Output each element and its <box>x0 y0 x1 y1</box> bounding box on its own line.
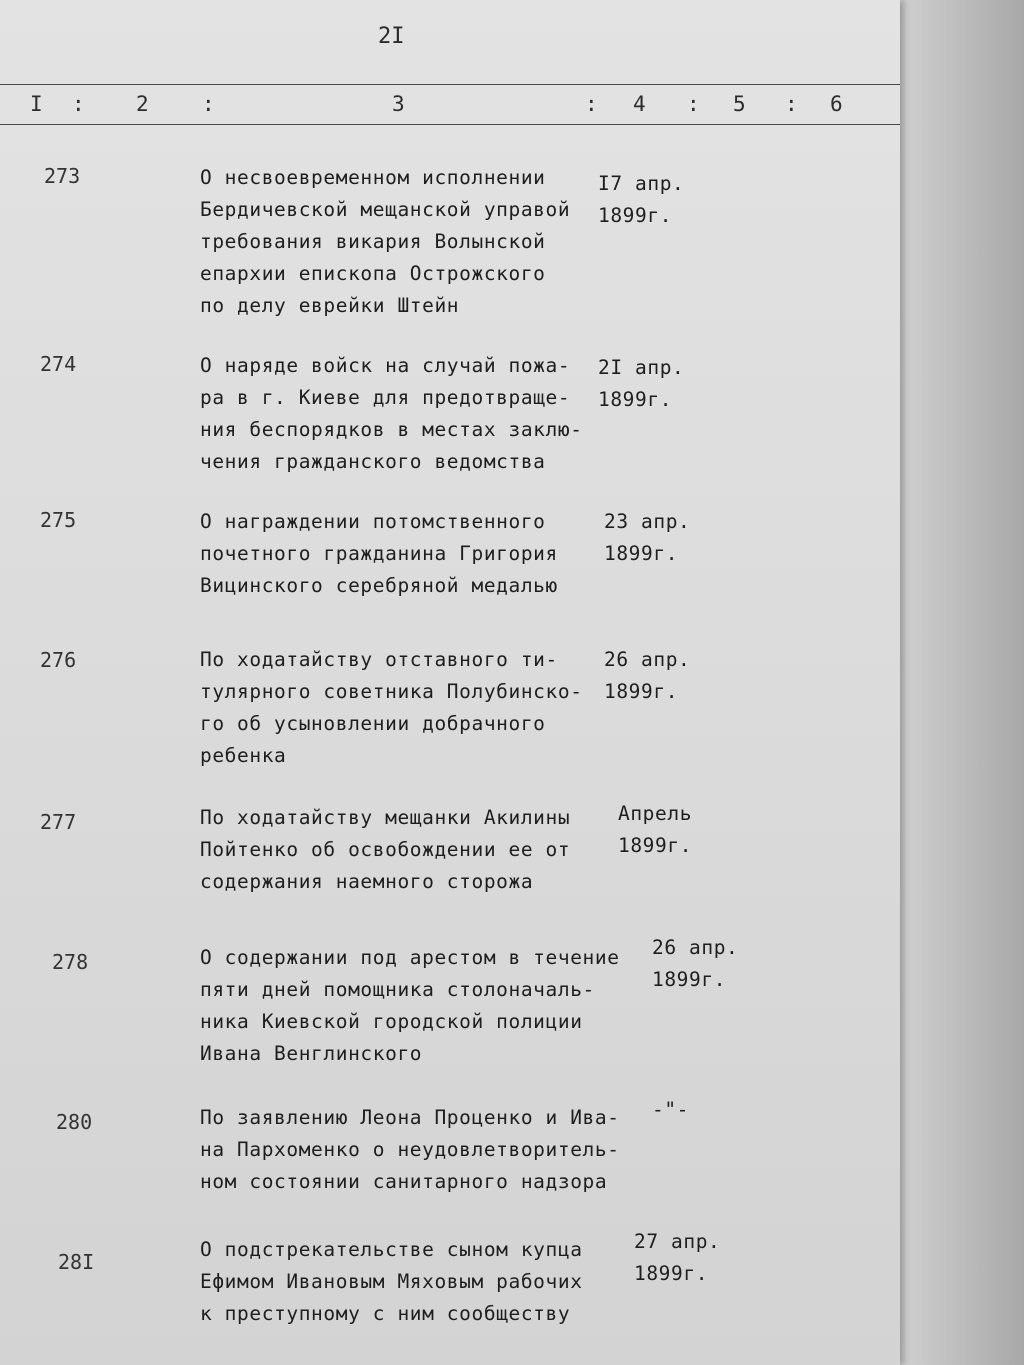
entry-title-line: чения гражданского ведомства <box>200 450 546 473</box>
entry-title <box>200 350 600 478</box>
entry-title <box>200 1102 620 1198</box>
entry-title-line: ном состоянии санитарного надзора <box>200 1170 608 1193</box>
entry-date <box>604 644 690 708</box>
entry-title-line: на Пархоменко о неудовлетворитель- <box>200 1138 620 1161</box>
entry-date <box>652 932 738 996</box>
entry-title-line: тулярного советника Полубинско- <box>200 680 583 703</box>
entry-title-line: содержания наемного сторожа <box>200 870 534 893</box>
entry-number: 273 <box>44 164 81 188</box>
page-number: 2I <box>378 24 405 49</box>
entry-number: 28I <box>58 1250 95 1274</box>
entry-title-line: О награждении потомственного <box>200 510 546 533</box>
column-header-5: 5 <box>733 92 746 116</box>
entry-title-line: По заявлению Леона Проценко и Ива- <box>200 1106 620 1129</box>
entry-date <box>598 168 684 232</box>
entry-date-line: 1899г. <box>652 968 727 991</box>
entry-title-line: Вицинского серебряной медалью <box>200 574 558 597</box>
entry-date-line: 1899г. <box>604 542 679 565</box>
entry-number: 277 <box>40 810 77 834</box>
entry-number: 280 <box>56 1110 93 1134</box>
entry-title-line: Ивана Венглинского <box>200 1042 423 1065</box>
column-header-3: 3 <box>392 92 405 116</box>
entry-date-line: 23 апр. <box>604 510 691 533</box>
entry-title <box>200 802 600 898</box>
entry-title-line: к преступному с ним сообществу <box>200 1302 571 1325</box>
entry-date <box>652 1094 689 1126</box>
entry-title <box>200 1234 600 1330</box>
entry-number: 274 <box>40 352 77 376</box>
entry-date-line: 1899г. <box>598 388 673 411</box>
entry-date <box>618 798 692 862</box>
column-header-4: 4 <box>633 92 646 116</box>
entry-date-line: 1899г. <box>598 204 673 227</box>
entry-date-line: 26 апр. <box>652 936 739 959</box>
entry-title-line: О подстрекательстве сыном купца <box>200 1238 583 1261</box>
entry-date-line: 27 апр. <box>634 1230 721 1253</box>
entry-title-line: О содержании под арестом в течение <box>200 946 620 969</box>
entry-title-line: ра в г. Киеве для предотвраще- <box>200 386 571 409</box>
entry-number: 278 <box>52 950 89 974</box>
column-separator: : <box>72 92 85 116</box>
entry-title-line: По ходатайству отставного ти- <box>200 648 558 671</box>
header-rule-bottom <box>0 124 900 125</box>
entry-date-line: 1899г. <box>618 834 693 857</box>
entry-title-line: ника Киевской городской полиции <box>200 1010 583 1033</box>
entry-title-line: ребенка <box>200 744 287 767</box>
entry-title-line: по делу еврейки Штейн <box>200 294 460 317</box>
entry-title <box>200 644 600 772</box>
entry-number: 276 <box>40 648 77 672</box>
header-rule-top <box>0 84 900 85</box>
entry-date-line: 26 апр. <box>604 648 691 671</box>
column-header-1: I <box>30 92 43 116</box>
column-separator: : <box>687 92 700 116</box>
underlying-page-edge <box>880 0 1024 1365</box>
entry-title-line: Пойтенко об освобождении ее от <box>200 838 571 861</box>
entry-date-line: 1899г. <box>604 680 679 703</box>
entry-date-line: 2I апр. <box>598 356 685 379</box>
column-header-2: 2 <box>136 92 149 116</box>
entry-title-line: ния беспорядков в местах заклю- <box>200 418 583 441</box>
entry-title <box>200 162 600 322</box>
entry-date <box>598 352 684 416</box>
entry-date-line: 1899г. <box>634 1262 709 1285</box>
entry-title <box>200 506 600 602</box>
entry-date-line: I7 апр. <box>598 172 685 195</box>
entry-date <box>604 506 690 570</box>
entry-title <box>200 942 620 1070</box>
entry-title-line: О несвоевременном исполнении <box>200 166 546 189</box>
column-separator: : <box>202 92 215 116</box>
entry-title-line: Ефимом Ивановым Мяховым рабочих <box>200 1270 583 1293</box>
entry-date-line: -"- <box>652 1098 690 1121</box>
entry-title-line: О наряде войск на случай пожа- <box>200 354 571 377</box>
entry-title-line: го об усыновлении добрачного <box>200 712 546 735</box>
entry-date-line: Апрель <box>618 802 693 825</box>
entry-title-line: епархии епископа Острожского <box>200 262 546 285</box>
entry-date <box>634 1226 720 1290</box>
entry-number: 275 <box>40 508 77 532</box>
entry-title-line: почетного гражданина Григория <box>200 542 558 565</box>
entry-title-line: Бердичевской мещанской управой <box>200 198 571 221</box>
entry-title-line: требования викария Волынской <box>200 230 546 253</box>
column-separator: : <box>585 92 598 116</box>
entry-title-line: По ходатайству мещанки Акилины <box>200 806 571 829</box>
entry-title-line: пяти дней помощника столоначаль- <box>200 978 595 1001</box>
column-separator: : <box>785 92 798 116</box>
column-header-6: 6 <box>830 92 843 116</box>
